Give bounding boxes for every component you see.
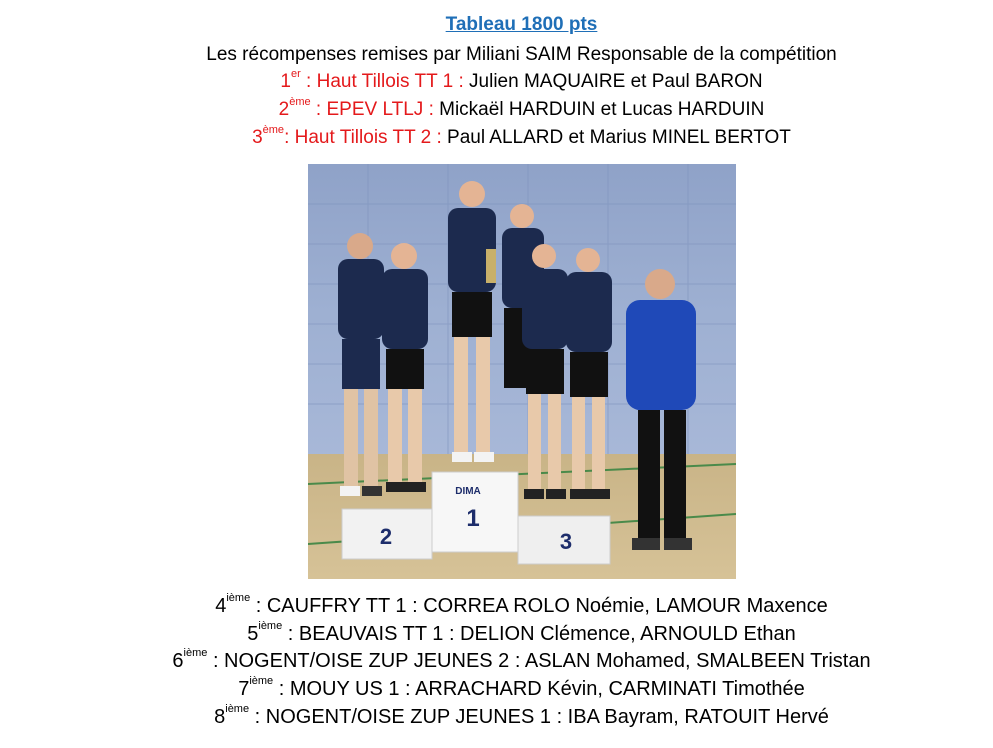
podium-label-3: 3 — [559, 529, 573, 554]
rank-number: 5 — [247, 623, 259, 645]
podium-label-1: 1 — [466, 505, 480, 532]
rank-suffix: ième — [249, 675, 274, 687]
rank-number: 7 — [238, 678, 250, 700]
page-title: Tableau 1800 pts — [445, 14, 598, 35]
players: Julien MAQUAIRE et Paul BARON — [463, 71, 763, 92]
podium-banner: DIMA — [455, 486, 481, 497]
ranking-item — [0, 675, 993, 701]
rank-number: 6 — [172, 650, 184, 672]
rank-suffix: ème — [289, 96, 311, 108]
ranking-text: : NOGENT/OISE ZUP JEUNES 2 : ASLAN Mohamed, SMALBEEN Tristan — [207, 650, 871, 672]
ranking-item — [0, 647, 993, 673]
ranking-item — [0, 592, 993, 618]
rank-suffix: ème — [262, 124, 285, 136]
subtitle: Les récompenses remises par Miliani SAIM Responsable de la compétition — [206, 44, 837, 65]
team-name: : Haut Tillois TT 2 : — [284, 127, 442, 148]
ranking-text: : CAUFFRY TT 1 : CORREA ROLO Noémie, LAMOUR Maxence — [250, 595, 828, 617]
ranking-text: : MOUY US 1 : ARRACHARD Kévin, CARMINATI Timothée — [273, 678, 805, 700]
rank-number: 4 — [215, 595, 227, 617]
podium-second: 2ème : EPEV LTLJ : Mickaël HARDUIN et Lucas HARDUIN — [278, 96, 765, 120]
team-name: EPEV LTLJ : — [326, 99, 434, 120]
podium-label-2: 2 — [379, 524, 393, 549]
podium-third — [0, 124, 993, 149]
players: Mickaël HARDUIN et Lucas HARDUIN — [433, 99, 765, 120]
ranking-text: : BEAUVAIS TT 1 : DELION Clémence, ARNOULD Ethan — [282, 623, 796, 645]
ranking-item — [0, 620, 993, 646]
podium-photo-illustration — [308, 164, 736, 579]
rank-number: 3 — [252, 127, 263, 148]
rank-suffix: ième — [225, 703, 250, 715]
rank-suffix: er — [290, 68, 301, 80]
podium-photo — [308, 164, 736, 579]
rank-suffix: ième — [183, 647, 208, 659]
ranking-text: : NOGENT/OISE ZUP JEUNES 1 : IBA Bayram, RATOUIT Hervé — [249, 706, 829, 728]
rank-suffix: ième — [226, 592, 251, 604]
rank-number: 1 — [280, 71, 291, 92]
players: Paul ALLARD et Marius MINEL BERTOT — [441, 127, 791, 148]
ranking-item — [0, 703, 993, 729]
podium-first: 1er : Haut Tillois TT 1 : Julien MAQUAIRE et Paul BARON — [280, 68, 763, 92]
team-name: Haut Tillois TT 1 : — [316, 71, 464, 92]
rank-number: 2 — [278, 99, 290, 120]
rank-suffix: ième — [258, 620, 283, 632]
rank-number: 8 — [214, 706, 226, 728]
